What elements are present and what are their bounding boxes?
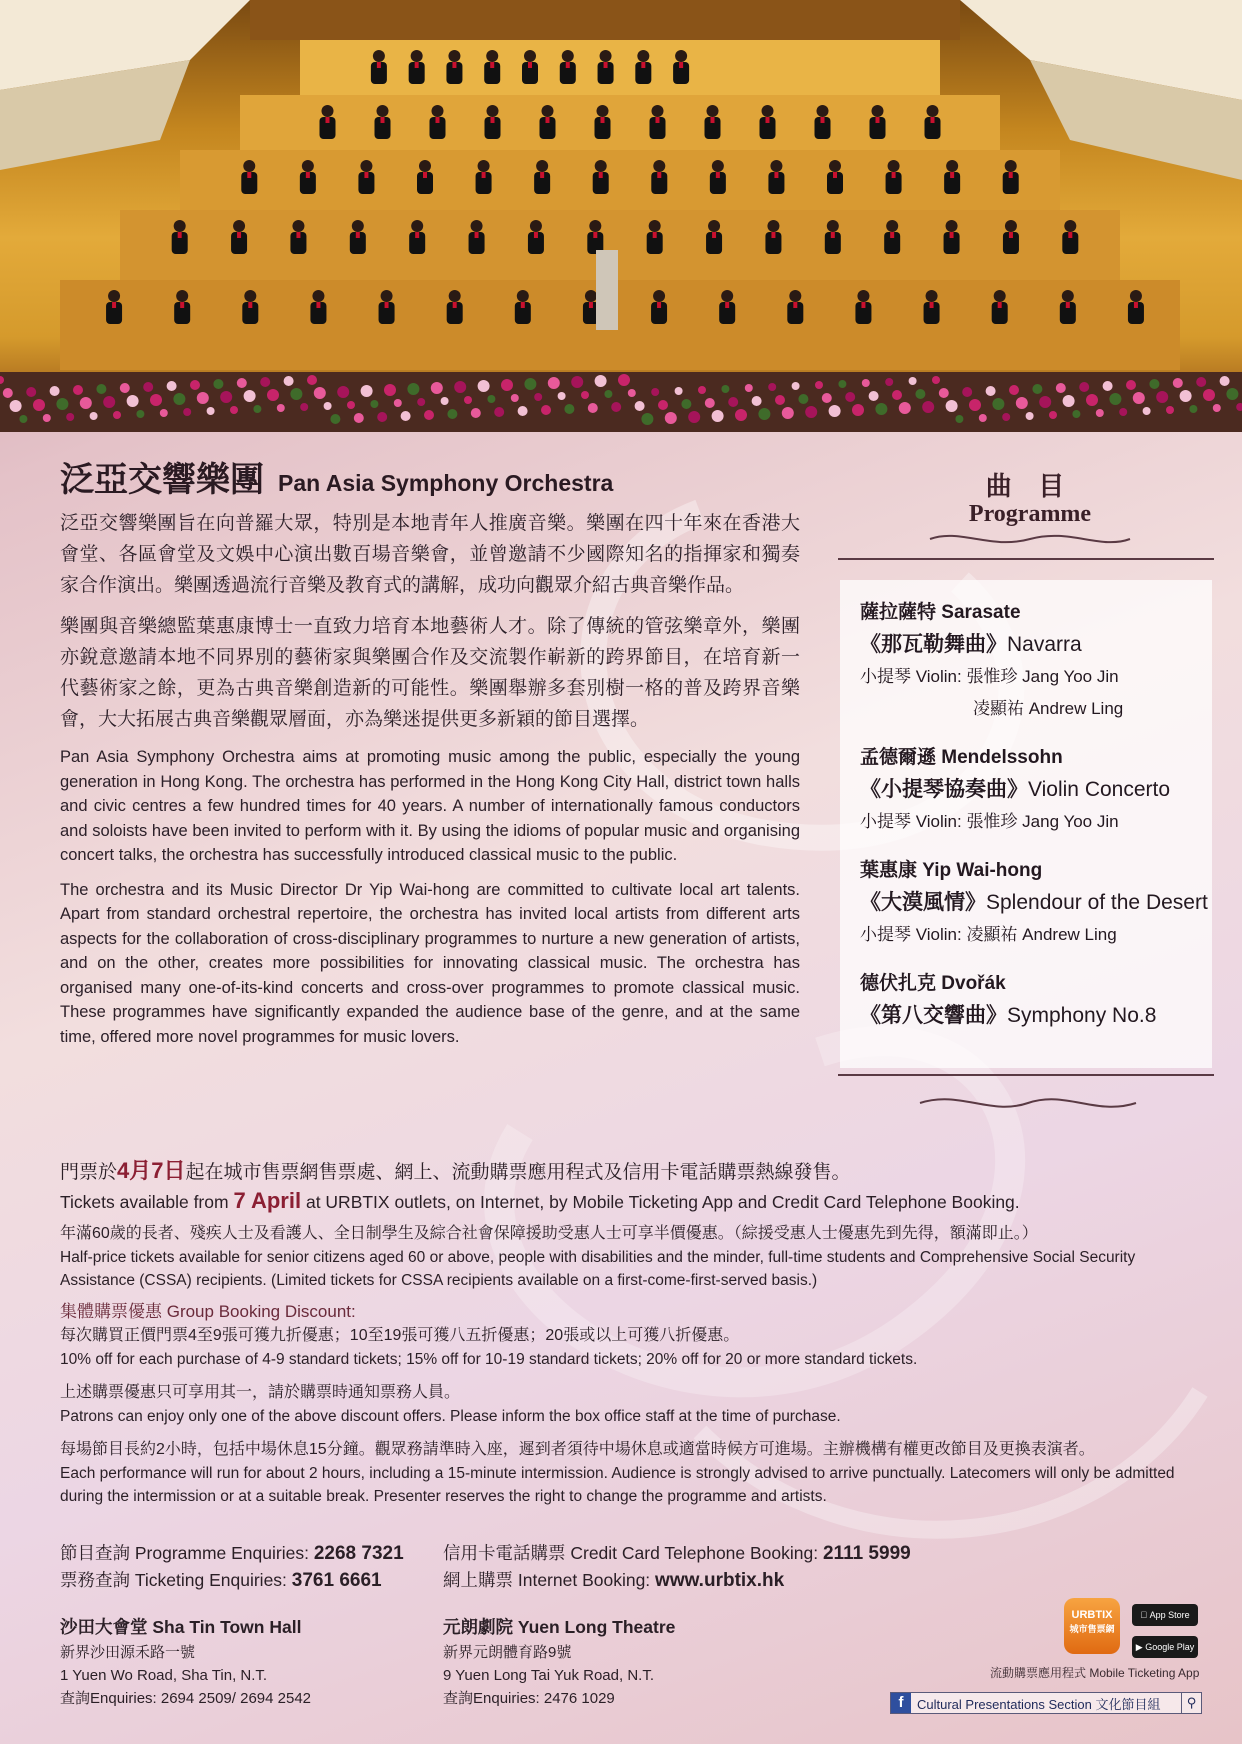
google-play-badge[interactable] (1132, 1636, 1198, 1658)
work-title-zh: 《那瓦勒舞曲》 (860, 633, 1007, 656)
work-title-en: Symphony No.8 (1007, 1004, 1157, 1027)
internet-booking-link[interactable]: www.urbtix.hk (655, 1570, 785, 1591)
programme-item (860, 856, 1212, 951)
half-price-en: Half-price tickets available for senior citizens aged 60 or above, people with disabilities and the minder, full-time students and Comprehensive Social Security Assistance (CSSA) recipients. (Limited tickets for CSSA recipients available on a first-come-first-served basis.) (60, 1249, 1136, 1289)
credit-card-booking-label: 信用卡電話購票 Credit Card Telephone Booking: (443, 1543, 823, 1563)
programme-heading (920, 466, 1140, 555)
app-store-badge[interactable] (1132, 1604, 1198, 1626)
google-play-label: Google Play (1145, 1642, 1195, 1652)
ticketing-enquiries-label: 票務查詢 Ticketing Enquiries: (60, 1570, 292, 1590)
sale-zh (60, 1156, 1210, 1187)
programme-heading-en: Programme (968, 501, 1092, 527)
urbtix-logo[interactable] (1064, 1598, 1120, 1654)
group-booking-zh: 每次購買正價門票4至9張可獲九折優惠；10至19張可獲八五折優惠；20張或以上可獲八折優惠。 (60, 1327, 740, 1344)
facebook-icon: f (891, 1693, 911, 1713)
programme-item (860, 969, 1212, 1032)
programme-enquiries-number[interactable]: 2268 7321 (313, 1543, 404, 1564)
ticket-info (60, 1156, 1210, 1508)
ticketing-enquiries-number[interactable]: 3761 6661 (291, 1570, 382, 1591)
credit-card-booking-number[interactable]: 2111 5999 (822, 1543, 911, 1564)
composer-name: 孟德爾遜 Mendelssohn (860, 747, 1063, 768)
sale-date-zh: 4月7日 (117, 1158, 186, 1183)
work-title (860, 628, 1212, 661)
venue-yuen-long (443, 1614, 675, 1710)
intro-en-paragraph-2: The orchestra and its Music Director Dr Yip Wai-hong are committed to cultivate local art talents. Apart from standard orchestral repertoire, the orchestra has invited local artists from different arts aspects for the collaboration of cross-disciplinary programmes to nurture a new generation of artists, and on the other, creates more possibilities for innovating classical music. The orchestra has organised many one-of-its-kind concerts and cross-over programmes to promote classical music. These programmes have significantly expanded the audience base of the genre, and at the same time, offered more novel programmes for music lovers. (60, 880, 800, 1046)
programme-item (860, 743, 1212, 838)
work-title (860, 999, 1212, 1032)
half-price-zh: 年滿60歲的長者、殘疾人士及看護人、全日制學生及綜合社會保障援助受惠人士可享半價優惠。（綜援受惠人士優惠先到先得，額滿即止。） (60, 1225, 1038, 1242)
urbtix-logo-en: URBTIX (1071, 1609, 1113, 1621)
sale-en-post: at URBTIX outlets, on Internet, by Mobile Ticketing App and Credit Card Telephone Booking. (301, 1192, 1020, 1212)
sale-en (60, 1187, 1210, 1216)
composer-name: 德伏扎克 Dvořák (860, 973, 1006, 994)
play-icon: ▶ (1135, 1642, 1143, 1652)
orchestra-illustration (0, 0, 1242, 432)
work-title-en: Splendour of the Desert (986, 891, 1208, 914)
programme-top-rule (838, 558, 1214, 560)
performer: 小提琴 Violin: 凌顯祐 Andrew Ling (860, 925, 1117, 944)
ornament-top (920, 528, 1140, 550)
performer: 凌顯祐 Andrew Ling (973, 699, 1124, 718)
venue-enquiries: 查詢Enquiries: 2476 1029 (443, 1690, 615, 1707)
work-title-en: Violin Concerto (1028, 778, 1171, 801)
duration-en: Each performance will run for about 2 hours, including a 15-minute intermission. Audience is strongly advised to arrive punctually. Latecomers will only be admitted during the intermission or at a suitable break. Presenter reserves the right to change the programme and artists. (60, 1465, 1175, 1505)
facebook-page-label: Cultural Presentations Section 文化節目組 (917, 1696, 1161, 1712)
programme-item (860, 598, 1212, 725)
sale-zh-post: 起在城市售票網售票處、網上、流動購票應用程式及信用卡電話購票熱線發售。 (185, 1162, 851, 1183)
venue-name: 元朗劇院 Yuen Long Theatre (443, 1617, 676, 1637)
duration-zh: 每場節目長約2小時，包括中場休息15分鐘。觀眾務請準時入座，遲到者須待中場休息或適當時候方可進場。主辦機構有權更改節目及更換表演者。 (60, 1441, 1095, 1458)
performer: 小提琴 Violin: 張惟珍 Jang Yoo Jin (860, 812, 1119, 831)
app-store-label: App Store (1144, 1610, 1186, 1620)
programme-enquiries-label: 節目查詢 Programme Enquiries: (60, 1543, 314, 1563)
sale-zh-pre: 門票於 (60, 1162, 118, 1183)
venue-address-zh: 新界元朗體育路9號 (443, 1644, 572, 1661)
programme-list (840, 580, 1212, 1068)
work-title (860, 773, 1212, 806)
programme-heading-zh: 曲 目 (985, 472, 1075, 501)
performer: 小提琴 Violin: 張惟珍 Jang Yoo Jin (860, 667, 1119, 686)
headline-zh: 泛亞交響樂團 (60, 460, 264, 500)
booking-info (443, 1540, 911, 1594)
facebook-search-bar[interactable] (890, 1692, 1202, 1714)
work-title-zh: 《第八交響曲》 (860, 1004, 1007, 1027)
sale-date-en: 7 April (233, 1188, 302, 1213)
venue-sha-tin (60, 1614, 311, 1710)
composer-name: 葉惠康 Yip Wai-hong (860, 860, 1043, 881)
work-title-en: Navarra (1007, 633, 1082, 656)
venue-enquiries: 查詢Enquiries: 2694 2509/ 2694 2542 (60, 1690, 312, 1707)
orchestra-headline (60, 452, 613, 501)
programme-enquiries (60, 1540, 404, 1594)
programme-bottom-rule (838, 1074, 1214, 1076)
work-title (860, 886, 1212, 919)
apple-icon (1140, 1610, 1147, 1620)
headline-en: Pan Asia Symphony Orchestra (278, 470, 614, 496)
mobile-ticketing-app-label: 流動購票應用程式 Mobile Ticketing App (990, 1666, 1200, 1680)
venue-address-en: 9 Yuen Long Tai Yuk Road, N.T. (443, 1667, 654, 1684)
search-icon[interactable]: ⚲ (1181, 1693, 1201, 1713)
venue-address-en: 1 Yuen Wo Road, Sha Tin, N.T. (60, 1667, 268, 1684)
intro-zh-paragraph-1: 泛亞交響樂團旨在向普羅大眾，特別是本地青年人推廣音樂。樂團在四十年來在香港大會堂、各區會堂及文娛中心演出數百場音樂會，並曾邀請不少國際知名的指揮家和獨奏家合作演出。樂團透過流行音樂及教育式的講解，成功向觀眾介紹古典音樂作品。 (60, 513, 800, 596)
venue-name: 沙田大會堂 Sha Tin Town Hall (60, 1617, 302, 1637)
group-booking-en: 10% off for each purchase of 4-9 standard tickets; 15% off for 10-19 standard tickets; 20% off for 20 or more standard tickets. (60, 1351, 918, 1368)
intro-zh-paragraph-2: 樂團與音樂總監葉惠康博士一直致力培育本地藝術人才。除了傳統的管弦樂章外，樂團亦銳意邀請本地不同界別的藝術家與樂團合作及交流製作嶄新的跨界節目，在培育新一代藝術家之餘，更為古典音樂創造新的可能性。樂團舉辦多套別樹一格的普及跨界音樂會，大大拓展古典音樂觀眾層面，亦為樂迷提供更多新穎的節目選擇。 (60, 616, 800, 730)
internet-booking-label: 網上購票 Internet Booking: (443, 1570, 656, 1590)
group-booking-title: 集體購票優惠 Group Booking Discount: (60, 1302, 356, 1321)
urbtix-logo-zh: 城市售票網 (1069, 1624, 1115, 1634)
intro-text (60, 508, 800, 1059)
work-title-zh: 《大漠風情》 (860, 891, 986, 914)
sale-en-pre: Tickets available from (60, 1192, 234, 1212)
intro-en-paragraph-1: Pan Asia Symphony Orchestra aims at promoting music among the public, especially the young generation in Hong Kong. The orchestra has performed in the Hong Kong City Hall, district town halls and civic centres a few hundred times for 40 years. A number of internationally famous conductors and soloists have been invited to perform with it. By using the idioms of popular music and organising concert talks, the orchestra has successfully introduced classical music to the public. (60, 748, 800, 864)
orchestra-photo (0, 0, 1242, 432)
one-offer-zh: 上述購票優惠只可享用其一，請於購票時通知票務人員。 (60, 1384, 461, 1401)
composer-name: 薩拉薩特 Sarasate (860, 602, 1021, 623)
one-offer-en: Patrons can enjoy only one of the above discount offers. Please inform the box office staff at the time of purchase. (60, 1408, 841, 1425)
work-title-zh: 《小提琴協奏曲》 (860, 778, 1028, 801)
ornament-bottom (910, 1090, 1146, 1116)
venue-address-zh: 新界沙田源禾路一號 (60, 1644, 196, 1661)
